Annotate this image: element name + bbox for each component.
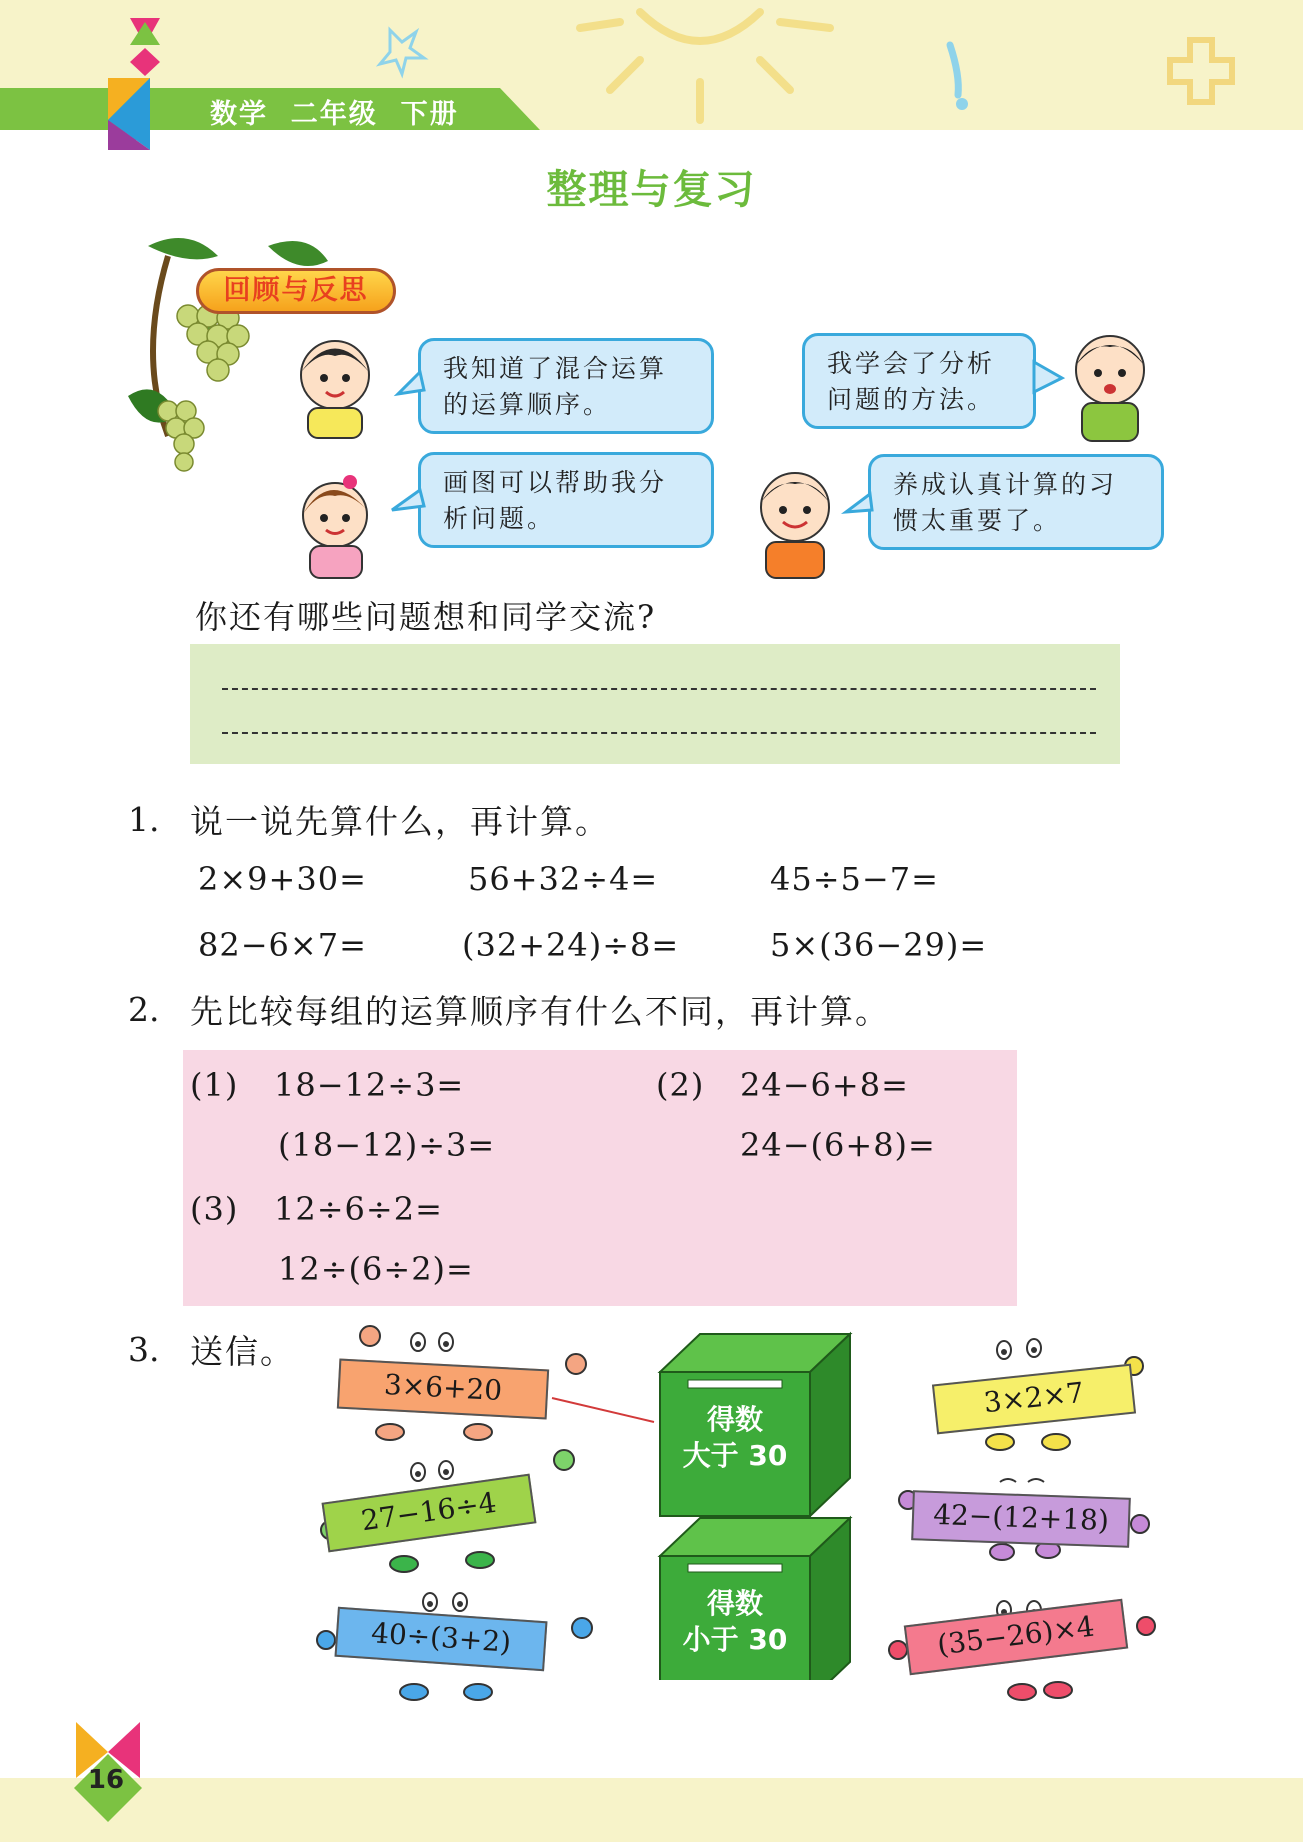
- bubble-3-line-2: 析问题。: [443, 504, 556, 533]
- letter-card-1[interactable]: 3×6+20: [337, 1359, 549, 1420]
- ex2-g1-label: (1): [190, 1066, 239, 1104]
- ex1-expr-2: 56+32÷4=: [468, 860, 659, 898]
- letter-card-2[interactable]: 27−16÷4: [322, 1474, 537, 1553]
- ex3-number: 3.: [128, 1330, 160, 1369]
- ex1-expr-5: (32+24)÷8=: [462, 926, 680, 964]
- letter-card-6[interactable]: (35−26)×4: [904, 1599, 1128, 1675]
- bubble-2-line-2: 问题的方法。: [827, 385, 996, 414]
- ex2-g2-b: 24−(6+8)=: [740, 1126, 936, 1164]
- ex2-g3-label: (3): [190, 1190, 239, 1228]
- letter-card-3[interactable]: 40÷(3+2): [335, 1607, 548, 1672]
- ex1-expr-1: 2×9+30=: [198, 860, 367, 898]
- ex2-g1-b: (18−12)÷3=: [278, 1126, 496, 1164]
- ex2-g2-a: 24−6+8=: [740, 1066, 909, 1104]
- page-title: 整理与复习: [546, 167, 757, 213]
- letter-card-5[interactable]: 42−(12+18): [911, 1490, 1131, 1548]
- mailbox-1-line-2: 大于 30: [682, 1439, 788, 1472]
- bottom-banner: [0, 1778, 1303, 1842]
- bubble-tails: [0, 0, 1303, 600]
- answer-area[interactable]: [190, 644, 1120, 764]
- ex1-number: 1.: [128, 800, 160, 839]
- bubble-4-line-2: 惯太重要了。: [893, 506, 1062, 535]
- bubble-1-line-1: 我知道了混合运算: [443, 354, 668, 383]
- bubble-2-line-1: 我学会了分析: [827, 349, 996, 378]
- ex2-g1-a: 18−12÷3=: [274, 1066, 465, 1104]
- review-badge: 回顾与反思: [196, 268, 396, 314]
- bubble-1-line-2: 的运算顺序。: [443, 390, 612, 419]
- mailbox-2-line-2: 小于 30: [682, 1623, 788, 1656]
- letter-card-4[interactable]: 3×2×7: [932, 1364, 1136, 1435]
- ex2-g3-a: 12÷6÷2=: [274, 1190, 443, 1228]
- ex2-number: 2.: [128, 990, 160, 1029]
- ex1-expr-6: 5×(36−29)=: [770, 926, 988, 964]
- mailbox-2-line-1: 得数: [706, 1587, 763, 1620]
- answer-line-2: [222, 732, 1096, 734]
- ex3-title: 送信。: [190, 1332, 295, 1371]
- ex1-expr-4: 82−6×7=: [198, 926, 367, 964]
- bubble-3-line-1: 画图可以帮助我分: [443, 468, 668, 497]
- grade-label: 数学 二年级 下册: [210, 99, 459, 130]
- discussion-question: 你还有哪些问题想和同学交流?: [195, 598, 657, 636]
- ex1-title: 说一说先算什么，再计算。: [190, 802, 610, 841]
- answer-line-1: [222, 688, 1096, 690]
- mailbox-1-line-1: 得数: [706, 1403, 763, 1436]
- bubble-4-line-1: 养成认真计算的习: [893, 470, 1118, 499]
- ex2-title: 先比较每组的运算顺序有什么不同，再计算。: [190, 992, 890, 1031]
- page-number: 16: [87, 1765, 125, 1795]
- ex2-g2-label: (2): [656, 1066, 705, 1104]
- ex2-g3-b: 12÷(6÷2)=: [278, 1250, 474, 1288]
- ex1-expr-3: 45÷5−7=: [770, 860, 939, 898]
